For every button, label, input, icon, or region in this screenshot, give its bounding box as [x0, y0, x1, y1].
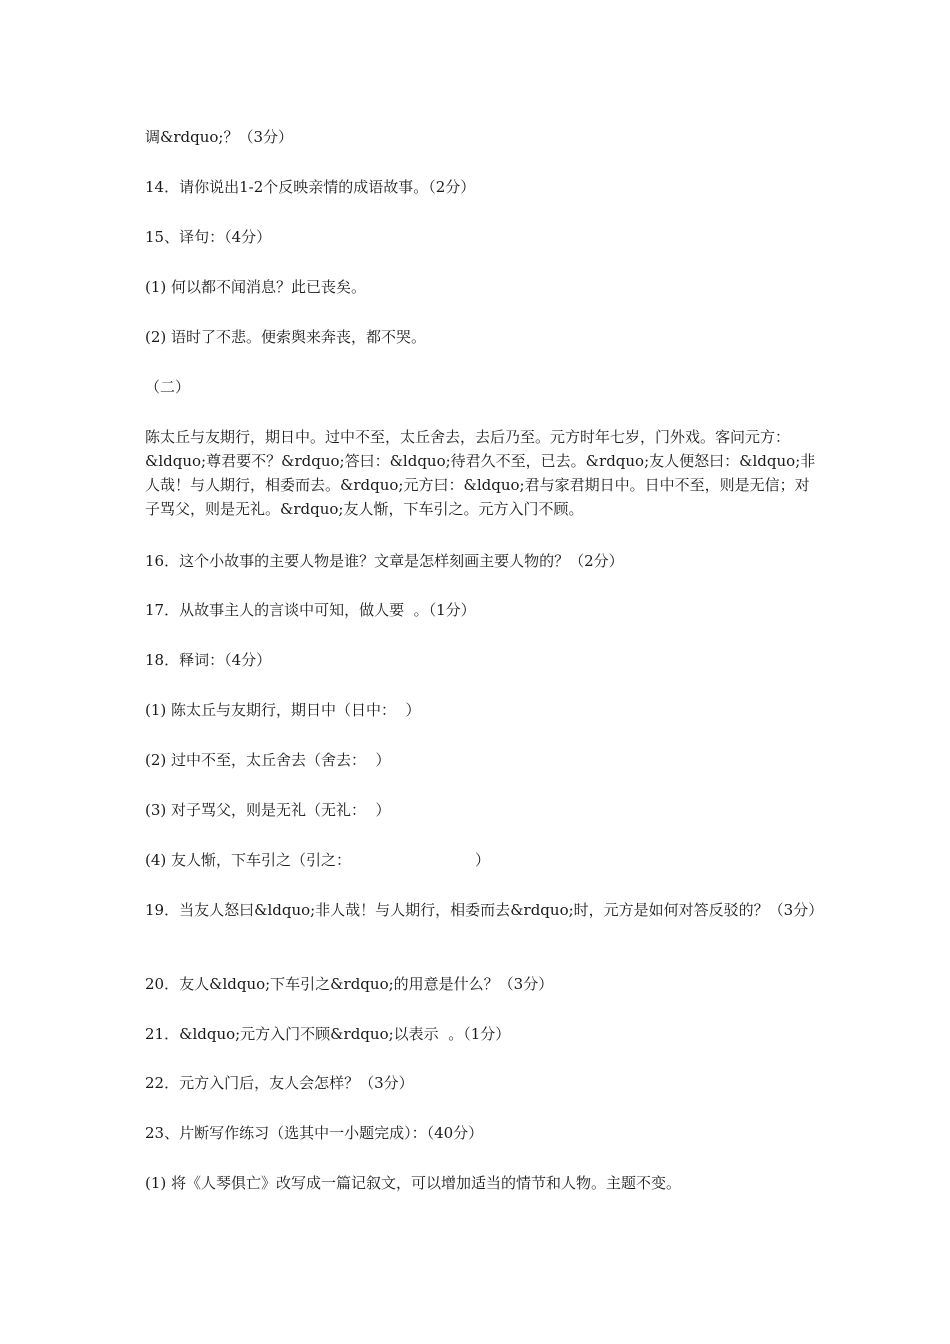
question-13-tail: 调&rdquo;？（3分）: [145, 128, 294, 146]
question-15: 15、译句：（4分）: [145, 228, 272, 246]
question-18-part-1: (1) 陈太丘与友期行，期日中（日中： ）: [145, 701, 421, 719]
question-17: 17．从故事主人的言谈中可知，做人要 。（1分）: [145, 601, 476, 619]
question-22: 22．元方入门后，友人会怎样？（3分）: [145, 1074, 414, 1092]
question-14: 14．请你说出1-2个反映亲情的成语故事。（2分）: [145, 178, 476, 196]
question-21: 21．&ldquo;元方入门不顾&rdquo;以表示 。（1分）: [145, 1025, 511, 1043]
question-15-part-2: (2) 语时了不悲。便索舆来奔丧，都不哭。: [145, 328, 427, 346]
question-18-part-2: (2) 过中不至，太丘舍去（舍去： ）: [145, 751, 391, 769]
question-18-part-4: (4) 友人惭，下车引之（引之： ）: [145, 851, 490, 869]
question-19: 19．当友人怒曰&ldquo;非人哉！与人期行，相委而去&rdquo;时，元方是如何对答反驳的？（3分）: [145, 901, 824, 919]
question-23: 23、片断写作练习（选其中一小题完成）：（40分）: [145, 1124, 484, 1142]
question-16: 16．这个小故事的主要人物是谁？文章是怎样刻画主要人物的？（2分）: [145, 552, 624, 570]
question-23-part-1: (1) 将《人琴俱亡》改写成一篇记叙文，可以增加适当的情节和人物。主题不变。: [145, 1174, 682, 1192]
section-heading: （二）: [145, 378, 191, 396]
question-15-part-1: (1) 何以都不闻消息？此已丧矣。: [145, 278, 367, 296]
passage-text: 陈太丘与友期行，期日中。过中不至，太丘舍去，去后乃至。元方时年七岁，门外戏。客问元方：&ldquo;尊君要不？&rdquo;答曰：&ldquo;待君久不至，已去。&rdquo;友人便怒曰：&ldquo;非人哉！与人期行，相委而去。&rdquo;元方曰：&ldquo;君与家君期日中。日中不至，则是无信；对子骂父，则是无礼。&rdquo;友人惭，下车引之。元方入门不顾。: [145, 428, 816, 518]
question-18: 18．释词：（4分）: [145, 651, 272, 669]
question-18-part-3: (3) 对子骂父，则是无礼（无礼： ）: [145, 801, 391, 819]
question-20: 20．友人&ldquo;下车引之&rdquo;的用意是什么？（3分）: [145, 975, 554, 993]
